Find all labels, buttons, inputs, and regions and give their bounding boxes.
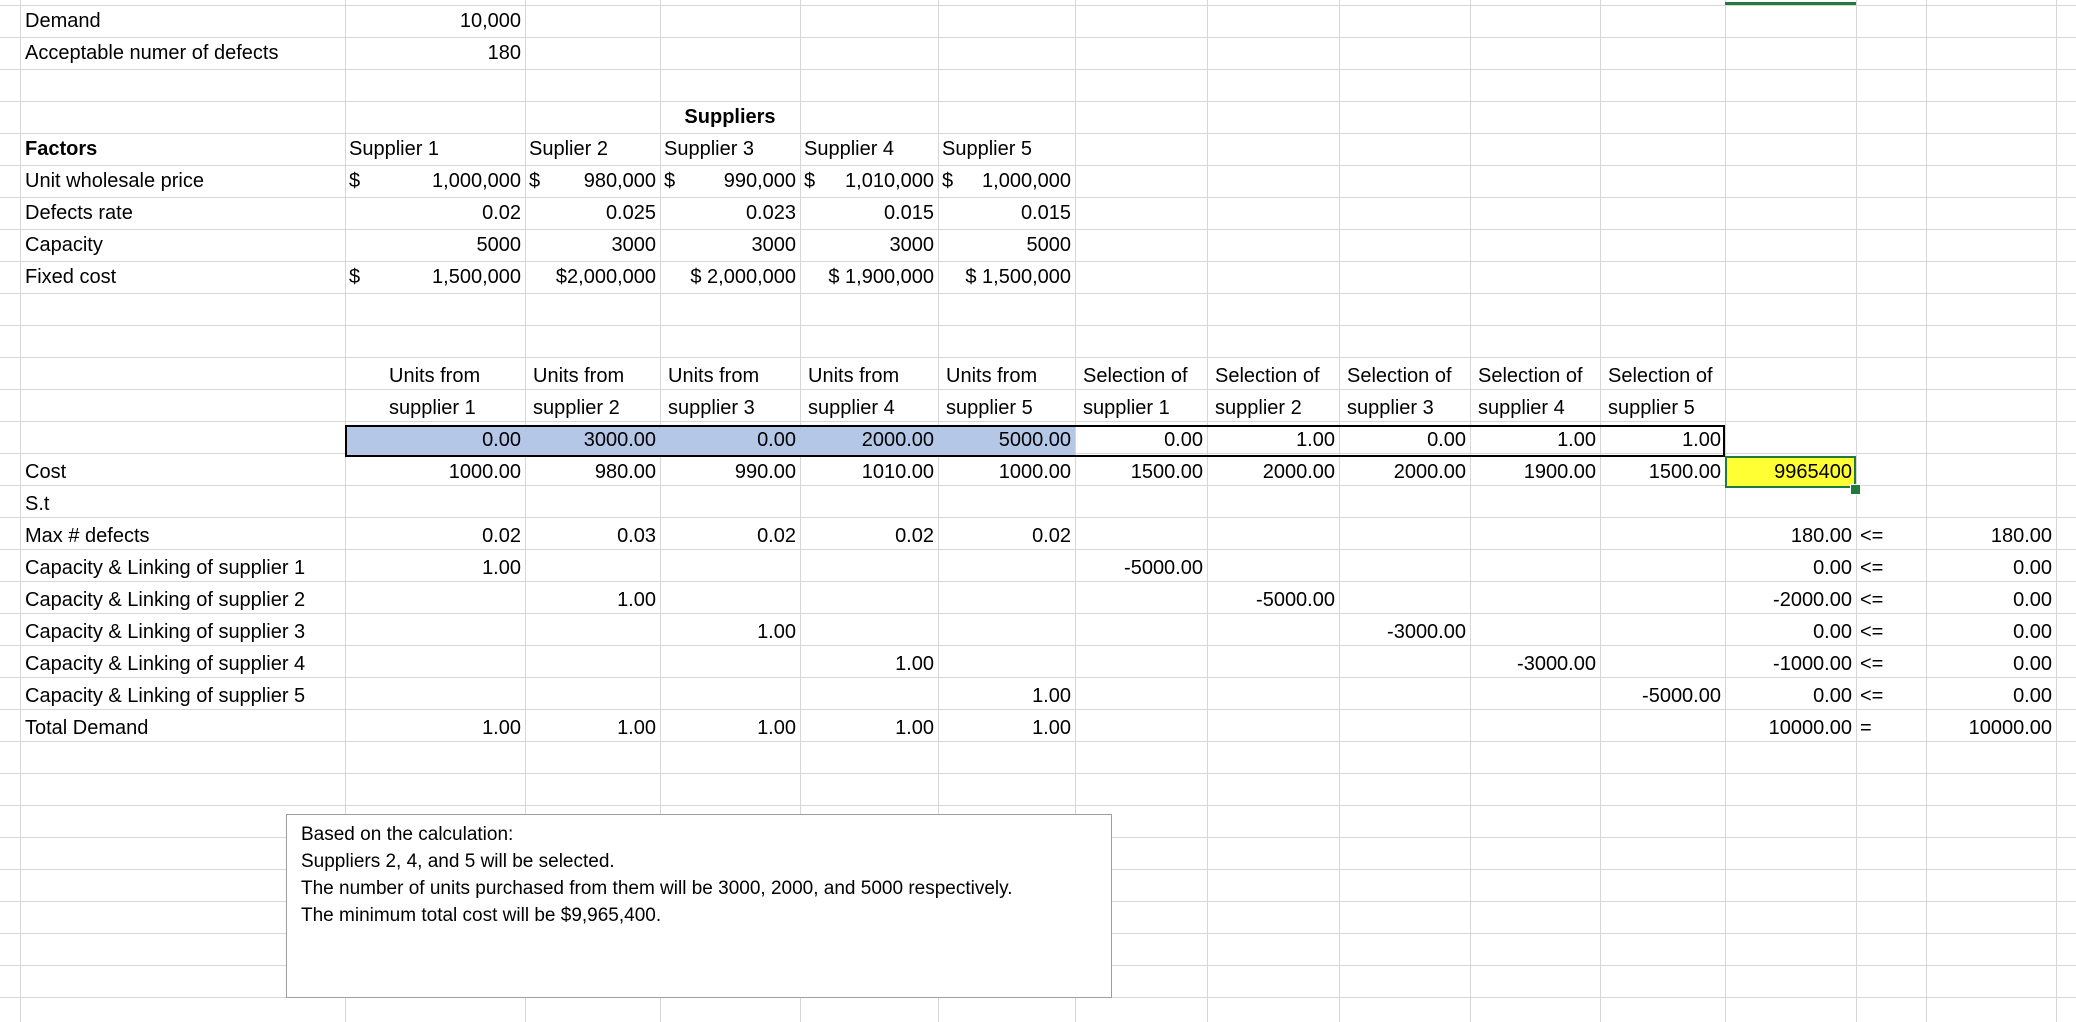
constraint-rhs-2[interactable]: 0.00 <box>2013 557 2052 579</box>
constraint-coef[interactable]: -5000.00 <box>1124 557 1203 579</box>
constraint-rhs-3[interactable]: 0.00 <box>2013 589 2052 611</box>
constraint-operator-1[interactable]: <= <box>1860 525 1884 547</box>
conclusion-line-4: The minimum total cost will be $9,965,400. <box>301 905 662 926</box>
constraint-coef[interactable]: 1.00 <box>1032 717 1071 739</box>
constraint-lhs-1[interactable]: 180.00 <box>1790 525 1852 547</box>
constraint-coef[interactable]: 1.00 <box>482 557 521 579</box>
fixed-cost-2[interactable]: $2,000,000 <box>555 266 656 288</box>
constraint-coef[interactable]: 0.02 <box>757 525 796 547</box>
conclusion-line-1: Based on the calculation: <box>301 824 514 845</box>
model-header-line1-10[interactable]: Selection of <box>1608 365 1713 387</box>
demand-label[interactable]: Demand <box>25 10 101 32</box>
cost-value-6[interactable]: 1500.00 <box>1130 461 1203 483</box>
constraint-coef[interactable]: 1.00 <box>757 717 796 739</box>
row-label-price[interactable]: Unit wholesale price <box>25 170 204 192</box>
constraint-rhs-7[interactable]: 10000.00 <box>1968 717 2052 739</box>
model-header-line1-1[interactable]: Units from <box>389 365 481 387</box>
fixed-cost-1[interactable]: 1,500,000 <box>432 266 521 288</box>
constraint-coef[interactable]: 1.00 <box>617 717 656 739</box>
cost-value-2[interactable]: 980.00 <box>594 461 656 483</box>
model-header-line1-5[interactable]: Units from <box>946 365 1038 387</box>
decision-value-9[interactable]: 1.00 <box>1557 429 1596 451</box>
row-gridline <box>0 101 2076 102</box>
row-gridline <box>0 293 2076 294</box>
price-currency-2: $ <box>529 170 541 192</box>
constraint-lhs-7[interactable]: 10000.00 <box>1768 717 1852 739</box>
supplier-header-2[interactable]: Suplier 2 <box>529 138 608 160</box>
constraint-coef[interactable]: 0.02 <box>482 525 521 547</box>
constraint-coef[interactable]: -3000.00 <box>1517 653 1596 675</box>
constraint-lhs-4[interactable]: 0.00 <box>1813 621 1852 643</box>
price-currency-4: $ <box>804 170 816 192</box>
model-header-line1-3[interactable]: Units from <box>668 365 760 387</box>
constraint-coef[interactable]: 1.00 <box>617 589 656 611</box>
cost-value-4[interactable]: 1010.00 <box>861 461 934 483</box>
constraint-operator-5[interactable]: <= <box>1860 653 1884 675</box>
price-value-5[interactable]: 1,000,000 <box>982 170 1071 192</box>
model-header-line1-6[interactable]: Selection of <box>1083 365 1188 387</box>
constraint-label-4[interactable]: Capacity & Linking of supplier 3 <box>25 621 306 643</box>
constraint-coef[interactable]: 1.00 <box>895 653 934 675</box>
row-gridline <box>0 805 2076 806</box>
constraint-label-2[interactable]: Capacity & Linking of supplier 1 <box>25 557 306 579</box>
fixed-cost-3[interactable]: $ 2,000,000 <box>690 266 796 288</box>
cost-value-10[interactable]: 1500.00 <box>1648 461 1721 483</box>
model-header-line2-5[interactable]: supplier 5 <box>946 397 1033 419</box>
supplier-header-4[interactable]: Supplier 4 <box>804 138 895 160</box>
constraint-coef[interactable]: 1.00 <box>757 621 796 643</box>
capacity-2[interactable]: 3000 <box>611 234 656 256</box>
constraint-operator-4[interactable]: <= <box>1860 621 1884 643</box>
constraint-lhs-6[interactable]: 0.00 <box>1813 685 1852 707</box>
model-header-line1-4[interactable]: Units from <box>808 365 900 387</box>
capacity-5[interactable]: 5000 <box>1026 234 1071 256</box>
defects-rate-4[interactable]: 0.015 <box>883 202 934 224</box>
selection-edge <box>1725 2 1856 5</box>
decision-value-2[interactable]: 3000.00 <box>583 429 656 451</box>
constraint-label-6[interactable]: Capacity & Linking of supplier 5 <box>25 685 306 707</box>
model-header-line1-7[interactable]: Selection of <box>1215 365 1320 387</box>
constraint-rhs-6[interactable]: 0.00 <box>2013 685 2052 707</box>
row-gridline <box>0 325 2076 326</box>
model-header-line2-6[interactable]: supplier 1 <box>1083 397 1170 419</box>
constraint-coef[interactable]: 1.00 <box>482 717 521 739</box>
supplier-header-5[interactable]: Supplier 5 <box>942 138 1033 160</box>
conclusion-textbox[interactable] <box>286 814 1112 998</box>
fixed-cost-currency-1: $ <box>349 266 361 288</box>
constraint-coef[interactable]: 0.02 <box>895 525 934 547</box>
st-label[interactable]: S.t <box>25 493 50 515</box>
constraint-lhs-2[interactable]: 0.00 <box>1813 557 1852 579</box>
fixed-cost-5[interactable]: $ 1,500,000 <box>965 266 1071 288</box>
model-header-line2-3[interactable]: supplier 3 <box>668 397 755 419</box>
model-header-line2-8[interactable]: supplier 3 <box>1347 397 1434 419</box>
row-gridline <box>0 69 2076 70</box>
price-value-4[interactable]: 1,010,000 <box>845 170 934 192</box>
defects-value[interactable]: 180 <box>487 42 521 64</box>
cost-value-7[interactable]: 2000.00 <box>1262 461 1335 483</box>
model-header-line2-10[interactable]: supplier 5 <box>1608 397 1695 419</box>
constraint-rhs-5[interactable]: 0.00 <box>2013 653 2052 675</box>
defects-rate-2[interactable]: 0.025 <box>605 202 656 224</box>
constraint-coef[interactable]: 0.02 <box>1032 525 1071 547</box>
decision-value-6[interactable]: 0.00 <box>1164 429 1203 451</box>
conclusion-line-3: The number of units purchased from them will be 3000, 2000, and 5000 respectively. <box>301 878 1013 899</box>
defects-rate-3[interactable]: 0.023 <box>745 202 796 224</box>
cost-value-1[interactable]: 1000.00 <box>448 461 521 483</box>
decision-value-10[interactable]: 1.00 <box>1682 429 1721 451</box>
price-currency-3: $ <box>664 170 676 192</box>
model-header-line2-1[interactable]: supplier 1 <box>389 397 476 419</box>
cost-value-9[interactable]: 1900.00 <box>1523 461 1596 483</box>
price-currency-5: $ <box>942 170 954 192</box>
demand-value[interactable]: 10,000 <box>459 10 521 32</box>
constraint-label-3[interactable]: Capacity & Linking of supplier 2 <box>25 589 306 611</box>
model-header-line1-2[interactable]: Units from <box>533 365 625 387</box>
constraint-operator-7[interactable]: = <box>1860 717 1872 739</box>
constraint-coef[interactable]: 0.03 <box>617 525 656 547</box>
price-value-3[interactable]: 990,000 <box>723 170 796 192</box>
constraint-coef[interactable]: 1.00 <box>1032 685 1071 707</box>
constraint-operator-6[interactable]: <= <box>1860 685 1884 707</box>
fixed-cost-4[interactable]: $ 1,900,000 <box>828 266 934 288</box>
constraint-rhs-1[interactable]: 180.00 <box>1990 525 2052 547</box>
decision-value-3[interactable]: 0.00 <box>757 429 796 451</box>
capacity-4[interactable]: 3000 <box>889 234 934 256</box>
cost-value-8[interactable]: 2000.00 <box>1393 461 1466 483</box>
row-gridline <box>0 357 2076 358</box>
constraint-coef[interactable]: -5000.00 <box>1642 685 1721 707</box>
constraint-coef[interactable]: -3000.00 <box>1387 621 1466 643</box>
cost-value-5[interactable]: 1000.00 <box>998 461 1071 483</box>
constraint-rhs-4[interactable]: 0.00 <box>2013 621 2052 643</box>
defects-rate-5[interactable]: 0.015 <box>1020 202 1071 224</box>
supplier-header-1[interactable]: Supplier 1 <box>349 138 440 160</box>
supplier-header-3[interactable]: Supplier 3 <box>664 138 755 160</box>
row-label-fixed-cost[interactable]: Fixed cost <box>25 266 117 288</box>
constraint-coef[interactable]: -5000.00 <box>1256 589 1335 611</box>
model-header-line2-2[interactable]: supplier 2 <box>533 397 620 419</box>
constraint-lhs-3[interactable]: -2000.00 <box>1773 589 1852 611</box>
constraint-coef[interactable]: 1.00 <box>895 717 934 739</box>
row-label-defects[interactable]: Defects rate <box>25 202 133 224</box>
constraint-label-5[interactable]: Capacity & Linking of supplier 4 <box>25 653 306 675</box>
conclusion-line-2: Suppliers 2, 4, and 5 will be selected. <box>301 851 615 872</box>
constraint-lhs-5[interactable]: -1000.00 <box>1773 653 1852 675</box>
row-gridline <box>0 773 2076 774</box>
decision-value-7[interactable]: 1.00 <box>1296 429 1335 451</box>
constraint-operator-3[interactable]: <= <box>1860 589 1884 611</box>
decision-value-1[interactable]: 0.00 <box>482 429 521 451</box>
objective-value[interactable]: 9965400 <box>1774 461 1852 483</box>
defects-rate-1[interactable]: 0.02 <box>482 202 521 224</box>
decision-value-5[interactable]: 5000.00 <box>998 429 1071 451</box>
constraint-label-1[interactable]: Max # defects <box>25 525 150 547</box>
model-header-line2-7[interactable]: supplier 2 <box>1215 397 1302 419</box>
row-label-capacity[interactable]: Capacity <box>25 234 103 256</box>
model-header-line2-4[interactable]: supplier 4 <box>808 397 895 419</box>
price-value-1[interactable]: 1,000,000 <box>432 170 521 192</box>
price-value-2[interactable]: 980,000 <box>583 170 656 192</box>
cost-label[interactable]: Cost <box>25 461 67 483</box>
capacity-1[interactable]: 5000 <box>476 234 521 256</box>
constraint-label-7[interactable]: Total Demand <box>25 717 149 739</box>
model-header-line1-8[interactable]: Selection of <box>1347 365 1452 387</box>
price-currency-1: $ <box>349 170 361 192</box>
defects-label[interactable]: Acceptable numer of defects <box>25 42 279 64</box>
constraint-operator-2[interactable]: <= <box>1860 557 1884 579</box>
factors-label[interactable]: Factors <box>25 138 98 160</box>
decision-value-8[interactable]: 0.00 <box>1427 429 1466 451</box>
model-header-line1-9[interactable]: Selection of <box>1478 365 1583 387</box>
decision-value-4[interactable]: 2000.00 <box>861 429 934 451</box>
cost-value-3[interactable]: 990.00 <box>734 461 796 483</box>
capacity-3[interactable]: 3000 <box>751 234 796 256</box>
suppliers-group-header[interactable]: Suppliers <box>684 106 776 128</box>
model-header-line2-9[interactable]: supplier 4 <box>1478 397 1565 419</box>
